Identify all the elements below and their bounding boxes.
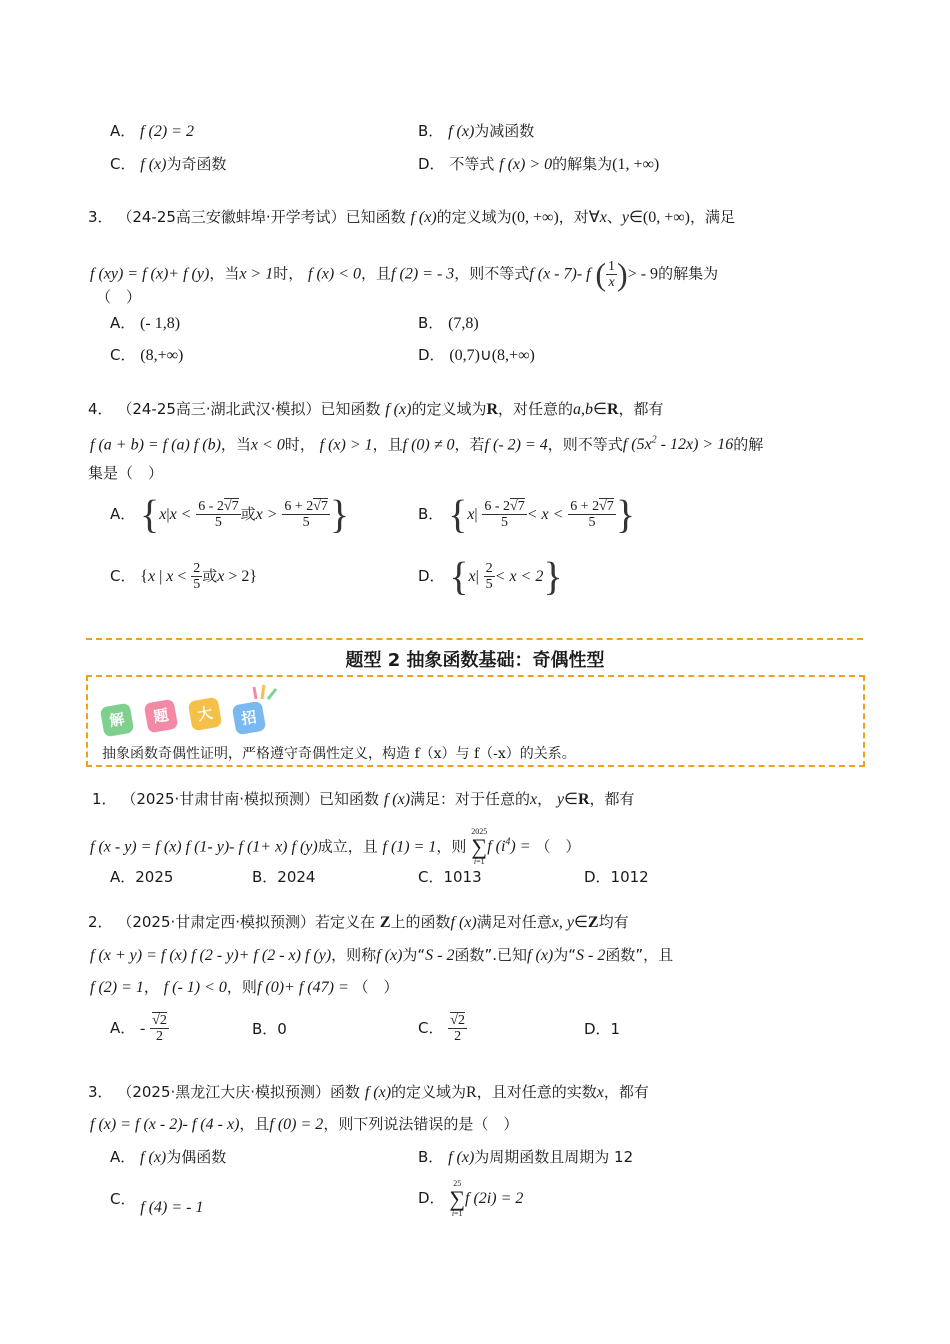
question-text: 为“ xyxy=(402,946,426,964)
option-label: A． xyxy=(110,122,136,140)
option-math: f (x) > 0 xyxy=(499,156,553,173)
question-text: 函数”，且 xyxy=(605,946,674,964)
question-source: （2025·甘肃甘南·模拟预测）已知函数 xyxy=(121,790,380,808)
p1-option-c[interactable]: C．1013 xyxy=(418,868,482,886)
math: f (x) = f (x - 2)- f (4 - x) xyxy=(90,1116,240,1133)
question-text: 上的函数 xyxy=(390,913,451,931)
option-label: D． xyxy=(418,1189,445,1207)
option-text: 为奇函数 xyxy=(166,155,227,173)
question-text: 、 xyxy=(606,208,622,226)
question-text: ，都有 xyxy=(618,400,664,418)
option-a[interactable] xyxy=(110,120,194,141)
option-label: C． xyxy=(418,1019,444,1037)
math: x < xyxy=(169,506,192,523)
math: { xyxy=(449,553,469,599)
math: f (0)+ f (47) = xyxy=(256,979,349,996)
math: x > xyxy=(255,506,278,523)
fraction: $\frac{2}{5}$ xyxy=(193,561,201,592)
math: y∈(0, +∞) xyxy=(621,209,691,226)
option-c[interactable] xyxy=(110,153,226,174)
p3-option-c[interactable] xyxy=(110,1188,204,1216)
tip-text: 抽象函数奇偶性证明，严格遵守奇偶性定义，构造 f（x）与 f（-x）的关系。 xyxy=(102,746,576,762)
fraction: $\frac{√2}{2}$ xyxy=(450,1013,465,1044)
option-label: D． xyxy=(418,346,445,364)
option-label: B． xyxy=(418,1148,444,1166)
question-source: （24-25高三·湖北武汉·模拟）已知函数 xyxy=(117,400,381,418)
q4-option-a[interactable]: A． {x|x < $\frac{6 - 2√7}{5}$ 或x > $\frac{6 + 2√7}{5}$ } xyxy=(110,491,350,537)
option-label: C． xyxy=(110,155,136,173)
section-divider xyxy=(86,638,863,640)
question-4-line-1 xyxy=(88,398,664,421)
p3-option-d[interactable] xyxy=(418,1178,523,1218)
sparkle-icon xyxy=(250,681,280,701)
fraction: $\frac{6 - 2√7}{5}$ xyxy=(484,499,525,530)
question-text: 或 xyxy=(240,505,256,523)
question-text: （ ） xyxy=(535,837,581,856)
fraction: $\frac{√2}{2}$ xyxy=(152,1013,167,1044)
question-text: 的定义域为 xyxy=(436,208,512,226)
math: f (a + b) = f (a) f (b) xyxy=(90,436,221,454)
option-math: f (x) xyxy=(448,123,475,140)
q3-option-c[interactable] xyxy=(110,344,183,365)
question-source: （24-25高三安徽蚌埠·开学考试）已知函数 xyxy=(117,208,406,226)
math: a,b∈R xyxy=(573,401,619,418)
math: R xyxy=(486,401,499,418)
option-math: f (4) = - 1 xyxy=(140,1199,204,1216)
math: x xyxy=(468,568,476,585)
question-text: 均有 xyxy=(598,913,629,931)
option-label: B． xyxy=(418,314,444,332)
math: f (- 2) = 4 xyxy=(484,436,548,454)
math: ( xyxy=(595,256,607,292)
math: R xyxy=(466,1084,477,1101)
math: f (x) > 1 xyxy=(319,436,373,454)
question-text: 函数”.已知 xyxy=(454,946,528,964)
math: f (x) xyxy=(383,791,411,808)
option-math: f (x) xyxy=(140,156,167,173)
p3-option-a[interactable] xyxy=(110,1146,226,1167)
question-text: ，且 xyxy=(372,435,403,454)
fraction: $\frac{6 + 2√7}{5}$ xyxy=(284,499,328,530)
math: f (x) xyxy=(450,914,477,931)
option-text: 不等式 xyxy=(449,155,495,173)
fraction: $\frac{6 + 2√7}{5}$ xyxy=(570,499,614,530)
option-label: D． xyxy=(418,155,445,173)
question-text: ，对任意的 xyxy=(498,400,574,418)
option-math: (- 1,8) xyxy=(140,315,181,332)
question-text: ，若 xyxy=(454,435,485,454)
math: f $(i^4)$ = xyxy=(487,837,531,856)
problem-3-line-2 xyxy=(90,1113,518,1136)
question-text: ，则不等式 xyxy=(547,435,623,454)
option-math: f (2) = 2 xyxy=(140,123,194,140)
fraction: $\frac{6 - 2√7}{5}$ xyxy=(198,499,239,530)
math: Z xyxy=(379,914,391,931)
math: ∀x xyxy=(588,209,607,226)
math: f (x) xyxy=(376,947,403,964)
question-text: 或 xyxy=(202,567,218,585)
question-text: 的定义域为 xyxy=(391,1083,467,1101)
math: x > 2} xyxy=(217,568,258,585)
math: ) xyxy=(617,256,628,292)
p1-option-a[interactable]: A．2025 xyxy=(110,868,174,886)
math: f (2) = 1 xyxy=(90,979,144,996)
math: x > 1 xyxy=(239,265,274,283)
option-math: f (x) xyxy=(448,1149,475,1166)
option-label: B． xyxy=(418,505,444,523)
option-label: A． xyxy=(110,1019,136,1037)
question-3-paren: （ ） xyxy=(96,288,142,306)
math: f (0) ≠ 0 xyxy=(402,436,455,454)
q3-option-a[interactable] xyxy=(110,312,180,333)
question-number: 3． xyxy=(88,208,113,226)
question-text: ，且 xyxy=(239,1115,270,1133)
option-math: (8,+∞) xyxy=(140,347,184,364)
math: x < 0 xyxy=(250,436,285,454)
p2-option-a[interactable] xyxy=(110,1006,169,1050)
math: f (2) = - 3 xyxy=(391,265,455,283)
math: y∈R xyxy=(556,791,590,808)
badge-da: 大 xyxy=(188,697,223,732)
question-text: ，则下列说法错误的是（ ） xyxy=(323,1115,519,1133)
option-text: 为减函数 xyxy=(474,122,535,140)
question-text: 满足对任意 xyxy=(476,913,552,931)
math: f (x) xyxy=(527,947,554,964)
option-label: A． xyxy=(110,1148,136,1166)
q4-option-c[interactable] xyxy=(110,550,257,602)
option-label: B． xyxy=(418,122,444,140)
option-b[interactable] xyxy=(418,120,534,141)
question-4-line-2 xyxy=(90,430,763,456)
math: f (x - 7)- f xyxy=(529,265,591,283)
question-text: ，且 xyxy=(361,264,392,283)
math: {x | x < xyxy=(140,568,187,585)
math: f (0) = 2 xyxy=(269,1116,324,1133)
question-text: ，都有 xyxy=(603,1083,649,1101)
math: < x < xyxy=(526,506,564,523)
p3-option-b[interactable] xyxy=(418,1146,633,1167)
fraction: $\frac{2}{5}$ xyxy=(485,561,493,592)
option-label: A． xyxy=(110,314,136,332)
question-number: 1． xyxy=(92,790,117,808)
question-source: （2025·黑龙江大庆·模拟预测）函数 xyxy=(117,1083,361,1101)
math: x xyxy=(530,791,538,808)
math: } xyxy=(615,491,636,537)
question-text: 的定义域为 xyxy=(411,400,487,418)
option-label: D． xyxy=(418,567,445,585)
math: f (x) xyxy=(364,1084,392,1101)
question-text: ，都有 xyxy=(589,790,635,808)
option-label: C． xyxy=(110,1190,136,1208)
question-text: ，则 xyxy=(226,978,257,996)
math: { xyxy=(140,491,160,537)
q4-option-d[interactable]: D． {x| $\frac{2}{5}$ < x < 2} xyxy=(418,553,563,599)
problem-1-line-1: 1． （2025·甘肃甘南·模拟预测）已知函数 f (x)满足：对于任意的x， y∈R，都有 xyxy=(92,790,635,808)
question-text: 的解集为 xyxy=(658,264,719,283)
question-number: 3． xyxy=(88,1083,113,1101)
math: f $(5x^2 - 12x) > 16$ xyxy=(622,435,734,454)
question-number: 2． xyxy=(88,913,113,931)
math: < x < 2 xyxy=(494,568,544,585)
question-text: 的解 xyxy=(733,435,764,454)
p2-option-d[interactable]: D．1 xyxy=(584,1020,621,1038)
problem-2-line-3: f (2) = 1， f (- 1) < 0，则f (0)+ f (47) = （ ） xyxy=(90,978,399,996)
p2-option-c[interactable] xyxy=(418,1006,467,1050)
question-text: ，当 xyxy=(209,264,240,283)
math: S - 2 xyxy=(425,947,455,964)
option-label: C． xyxy=(110,346,136,364)
question-3-line-2 xyxy=(90,254,718,294)
math: } xyxy=(329,491,350,537)
option-math: f (2i) = 2 xyxy=(465,1190,524,1207)
problem-2-line-1 xyxy=(88,911,629,934)
math: } xyxy=(543,553,563,599)
question-text: ，满足 xyxy=(690,208,736,226)
math: x xyxy=(596,1084,604,1101)
q3-option-b[interactable] xyxy=(418,312,479,333)
badge-ti: 题 xyxy=(144,699,179,734)
question-text: 满足：对于任意的 xyxy=(410,790,531,808)
question-text: 时， xyxy=(284,435,315,454)
option-text: 的解集为 xyxy=(552,155,613,173)
p2-option-b[interactable]: B．0 xyxy=(252,1020,287,1038)
math: f (x) < 0 xyxy=(308,265,362,283)
option-label: C． xyxy=(110,567,136,585)
question-text: 成立，且 xyxy=(317,837,378,856)
option-label: A． xyxy=(110,505,136,523)
option-math: (0,7)∪(8,+∞) xyxy=(449,347,535,364)
option-math: (1, +∞) xyxy=(612,156,660,173)
option-d[interactable] xyxy=(418,153,659,174)
math: f (x) xyxy=(410,209,437,226)
question-number: 4． xyxy=(88,400,113,418)
math: f (x - y) = f (x) f (1- y)- f (1+ x) f (y) xyxy=(90,838,318,856)
section-title: 题型 2 抽象函数基础：奇偶性型 xyxy=(345,650,605,671)
question-text: ，对 xyxy=(558,208,589,226)
math: f (xy) = f (x)+ f (y) xyxy=(90,265,210,283)
question-4-line-3: 集是（ ） xyxy=(88,464,164,482)
badge-jie: 解 xyxy=(100,703,135,738)
question-text: 时， xyxy=(273,264,304,283)
math: f (x + y) = f (x) f (2 - y)+ f (2 - x) f (y) xyxy=(90,947,332,964)
question-source: （2025·甘肃定西·模拟预测）若定义在 xyxy=(117,913,376,931)
option-text: 为偶函数 xyxy=(166,1148,227,1166)
question-text: ，当 xyxy=(220,435,251,454)
sum-symbol: 25 ∑ i=1 xyxy=(449,1178,466,1218)
fraction: $\frac{1}{x}$ xyxy=(608,258,616,290)
tip-box xyxy=(86,675,865,767)
sum-symbol: 2025 ∑ i=1 xyxy=(471,826,488,866)
problem-1-line-2 xyxy=(90,826,581,866)
q3-option-d[interactable] xyxy=(418,344,535,365)
math: f (x) xyxy=(385,401,412,418)
math: x xyxy=(159,506,167,523)
problem-3-line-1 xyxy=(88,1081,649,1104)
option-math: (7,8) xyxy=(448,315,479,332)
p1-option-d[interactable]: D．1012 xyxy=(584,868,649,886)
math: x xyxy=(467,506,475,523)
question-text: （ ） xyxy=(353,978,399,996)
question-3-line-1 xyxy=(88,206,735,229)
math: > - 9 xyxy=(627,265,659,283)
question-text: 为“ xyxy=(553,946,577,964)
math: S - 2 xyxy=(576,947,606,964)
math: f (- 1) < 0 xyxy=(163,979,227,996)
question-text: ，则不等式 xyxy=(454,264,530,283)
math: - xyxy=(140,1020,146,1037)
option-text: 为周期函数且周期为 12 xyxy=(474,1148,634,1166)
math: { xyxy=(448,491,468,537)
option-math: f (x) xyxy=(140,1149,167,1166)
p1-option-b[interactable]: B．2024 xyxy=(252,868,316,886)
question-text: ，则称 xyxy=(331,946,377,964)
question-text: ，且对任意的实数 xyxy=(476,1083,597,1101)
math: (0, +∞) xyxy=(511,209,559,226)
q4-option-b[interactable]: B． {x| $\frac{6 - 2√7}{5}$ < x < $\frac{6 + 2√7}{5}$ } xyxy=(418,491,636,537)
badge-zhao: 招 xyxy=(232,701,267,736)
math: x, y∈Z xyxy=(551,914,599,931)
math: f (1) = 1 xyxy=(382,838,437,856)
problem-2-line-2 xyxy=(90,944,673,967)
question-text: ，则 xyxy=(436,837,467,856)
